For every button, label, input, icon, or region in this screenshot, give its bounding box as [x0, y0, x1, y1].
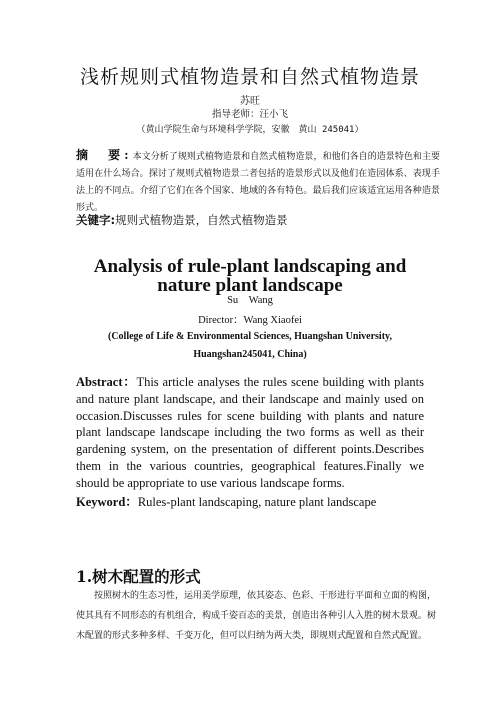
english-title-line-2: nature plant landscape — [157, 275, 343, 296]
chinese-abstract-label: 摘 要: — [76, 148, 133, 162]
chinese-advisor: 指导老师：汪小飞 — [211, 109, 288, 120]
english-affiliation-line-2: Huangshan245041, China) — [193, 349, 307, 360]
english-keyword-label: Keyword： — [76, 495, 138, 509]
english-abstract-label: Abstract： — [76, 375, 137, 389]
section-paragraph: 按照树木的生态习性，运用美学原理，依其姿态、色彩、干形进行平面和立面的构图，使其具有不同形态的有机组合，构成千姿百态的美景，创造出各种引人入胜的树木景观。树木配置的形式多种多样、千变万化，但可以归纳为两大类，即规则式配置和自然式配置。 — [76, 591, 437, 641]
english-affiliation-line-1: (College of Life & Environmental Sciences, Huangshan University, — [108, 331, 392, 342]
english-keyword-text: Rules-plant landscaping, nature plant landscape — [137, 495, 377, 509]
english-director: Director：Wang Xiaofei — [198, 315, 302, 326]
english-abstract — [76, 374, 424, 492]
chinese-abstract — [76, 147, 440, 217]
english-author: Su Wang — [227, 295, 273, 306]
chinese-keywords — [76, 212, 456, 228]
english-keywords — [76, 492, 456, 510]
section-heading: 1.树木配置的形式 — [76, 567, 201, 586]
chinese-abstract-text: 本文分析了规则式植物造景和自然式植物造景，和他们各自的造景特色和主要适用在什么场合。探讨了规则式植物造景二者包括的造景形式以及他们在造园体系、表现手法上的不同点。介绍了它们在各个国家、地域的各有特色。最后我们应该适宜运用各种造景形式。 — [76, 152, 440, 213]
chinese-affiliation: （黄山学院生命与环境科学学院，安徽 黄山 245041） — [136, 125, 364, 135]
chinese-keyword-label: 关键字: — [76, 213, 116, 227]
chinese-keyword-text: 规则式植物造景，自然式植物造景 — [115, 213, 288, 227]
chinese-author: 苏旺 — [240, 96, 260, 107]
english-title-line-1: Analysis of rule-plant landscaping and — [93, 256, 407, 277]
chinese-title: 浅析规则式植物造景和自然式植物造景 — [79, 66, 420, 88]
english-abstract-text: This article analyses the rules scene building with plants and nature plant landscape, and their landscape and mainly used on occasion.Discusses rules for scene building with plants and nature plant landscape landscape including the two forms as well as their gardening system, on the presentation of different points.Describes them in the various countries, geographical features.Finally we should be appropriate to use various landscape forms. — [76, 375, 424, 490]
english-title — [0, 257, 500, 295]
